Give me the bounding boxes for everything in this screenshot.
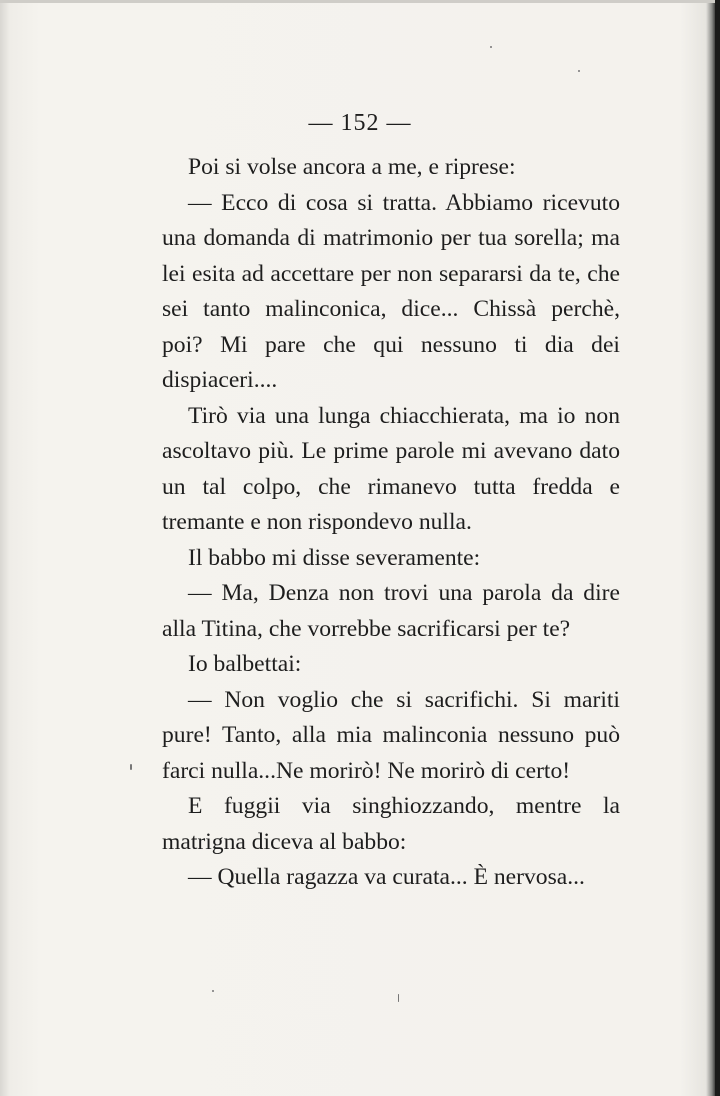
paper-speck — [398, 994, 399, 1002]
paper-speck — [212, 990, 214, 992]
page-body — [162, 150, 620, 896]
paragraph-8: E fuggii via singhiozzando, mentre la matrigna diceva al babbo: — [162, 793, 620, 855]
paragraph-3: Tirò via una lunga chiacchierata, ma io non ascoltavo più. Le prime parole mi avevano dato un tal colpo, che rimanevo tutta fredda e tremante e non rispondevo nulla. — [162, 402, 620, 535]
paper-speck — [490, 46, 492, 48]
paragraph-7: — Non voglio che si sacrifichi. Si mariti pure! Tanto, alla mia malinconia nessuno può farci nulla...Ne morirò! Ne morirò di certo! — [162, 686, 620, 784]
paragraph-4: Il babbo mi disse severamente: — [188, 544, 481, 571]
page-binding-shadow — [715, 0, 720, 1096]
page-number-header: — 152 — — [308, 110, 412, 136]
paragraph-2: — Ecco di cosa si tratta. Abbiamo ricevuto una domanda di matrimonio per tua sorella; ma lei esita ad accettare per non separarsi da te, che sei tanto malinconica, dice... Chissà perchè, poi? Mi pare che qui nessuno ti dia dei dispiaceri.... — [162, 189, 620, 393]
paragraph-9: — Quella ragazza va curata... È nervosa... — [188, 864, 585, 890]
paper-speck — [578, 70, 580, 72]
paragraph-6: Io balbettai: — [188, 651, 302, 677]
page-top-edge — [0, 0, 720, 3]
paragraph-5: — Ma, Denza non trovi una parola da dire alla Titina, che vorrebbe sacrificarsi per te? — [162, 580, 620, 642]
paragraph-1: Poi si volse ancora a me, e riprese: — [188, 154, 516, 180]
paper-speck — [130, 764, 132, 770]
